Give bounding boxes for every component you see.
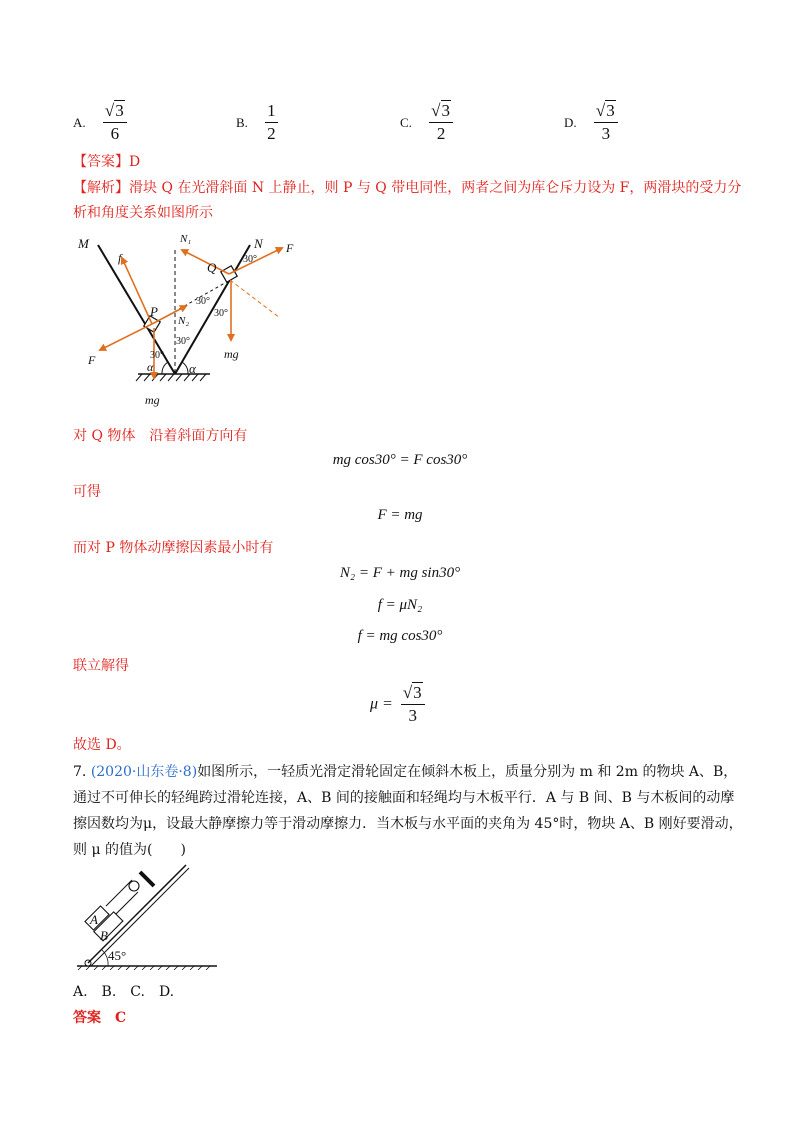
angle-arc-left — [162, 362, 168, 374]
option-c: C. $\frac{√3}{2}$ — [400, 100, 453, 145]
equation-2: F = mg — [377, 507, 423, 523]
force-n1 — [182, 250, 229, 274]
q7-options: A. B. C. D. — [73, 984, 175, 1000]
answer-line: 【答案】D — [73, 154, 141, 170]
option-a-fraction: $\frac{√3}{6}$ — [103, 100, 127, 145]
label-n2: N₂ — [178, 315, 190, 327]
label-30-q2: 30° — [214, 308, 228, 319]
q7-answer: 答案 C — [73, 1010, 127, 1026]
option-c-fraction: $\frac{√3}{2}$ — [429, 100, 453, 145]
q7-line-3: 擦因数均为μ，设最大静摩擦力等于滑动摩擦力．当木板与水平面的夹角为 45°时，物块 A、B 刚好要滑动， — [73, 816, 743, 832]
label-alpha-left: α — [147, 360, 154, 374]
pulley-mount — [140, 872, 154, 886]
label-f: f — [118, 251, 122, 265]
equation-1: mg cos30° = F cos30° — [332, 452, 468, 468]
equation-6: μ = $\frac{√3}{3}$ — [370, 682, 425, 727]
label-mg-right: mg — [224, 347, 239, 361]
equation-4: f = μN₂ — [377, 597, 423, 613]
force-diagram — [70, 228, 310, 413]
label-p: P — [150, 304, 158, 319]
option-d: D. $\frac{√3}{3}$ — [564, 100, 618, 145]
label-f-right: F — [286, 241, 294, 255]
rope-b — [116, 892, 138, 914]
label-30-p: 30° — [150, 350, 164, 361]
label-n1: N₁ — [180, 233, 192, 245]
option-b-fraction: $\frac{1}{2}$ — [267, 101, 276, 143]
label-45: 45° — [108, 948, 127, 963]
label-mg-left: mg — [145, 393, 160, 407]
label-q: Q — [207, 260, 217, 275]
normal-dashed-line — [230, 280, 280, 318]
label-30-q1: 30° — [196, 296, 210, 307]
label-30-top: 30° — [243, 254, 257, 265]
label-n: N — [254, 236, 263, 251]
q7-source: (2020·山东卷·8) — [90, 764, 198, 780]
analysis-line-1: 【解析】滑块 Q 在光滑斜面 N 上静止，则 P 与 Q 带电同性，两者之间为库仑斥力设为 F，两滑块的受力分 — [73, 180, 742, 196]
equation-3: N₂ = F + mg sin30° — [339, 565, 461, 581]
analysis-line-2: 析和角度关系如图所示 — [73, 205, 213, 221]
step-1: 对 Q 物体 沿着斜面方向有 — [73, 428, 248, 444]
label-b: B — [100, 928, 108, 943]
label-a: A — [90, 912, 98, 927]
q7-line-1: 7. (2020·山东卷·8)如图所示，一轻质光滑定滑轮固定在倾斜木板上，质量分别为 m 和 2m 的物块 A、B， — [73, 764, 738, 780]
label-alpha-right: α — [189, 361, 196, 376]
option-a: A. $\frac{√3}{6}$ — [73, 100, 127, 145]
option-d-fraction: $\frac{√3}{3}$ — [594, 100, 618, 145]
label-f-left: F — [88, 353, 96, 367]
q7-line-2: 通过不可伸长的轻绳跨过滑轮连接，A、B 间的接触面和轻绳均与木板平行．A 与 B 间、B 与木板间的动摩 — [73, 790, 735, 806]
incline-pulley-diagram — [72, 862, 222, 972]
conclusion: 故选 D。 — [73, 737, 131, 753]
step-2: 可得 — [73, 484, 101, 500]
equation-5: f = mg cos30° — [357, 628, 443, 644]
pulley — [129, 881, 139, 891]
option-b: B. $\frac{1}{2}$ — [236, 101, 276, 143]
step-4: 联立解得 — [73, 658, 129, 674]
step-3: 而对 P 物体动摩擦因素最小时有 — [73, 540, 274, 556]
label-30-mid: 30° — [176, 336, 190, 347]
force-f-left — [100, 324, 152, 350]
angle-arc-right — [182, 362, 188, 374]
q7-line-4: 则 μ 的值为( ) — [73, 842, 186, 858]
label-m: M — [78, 236, 89, 251]
